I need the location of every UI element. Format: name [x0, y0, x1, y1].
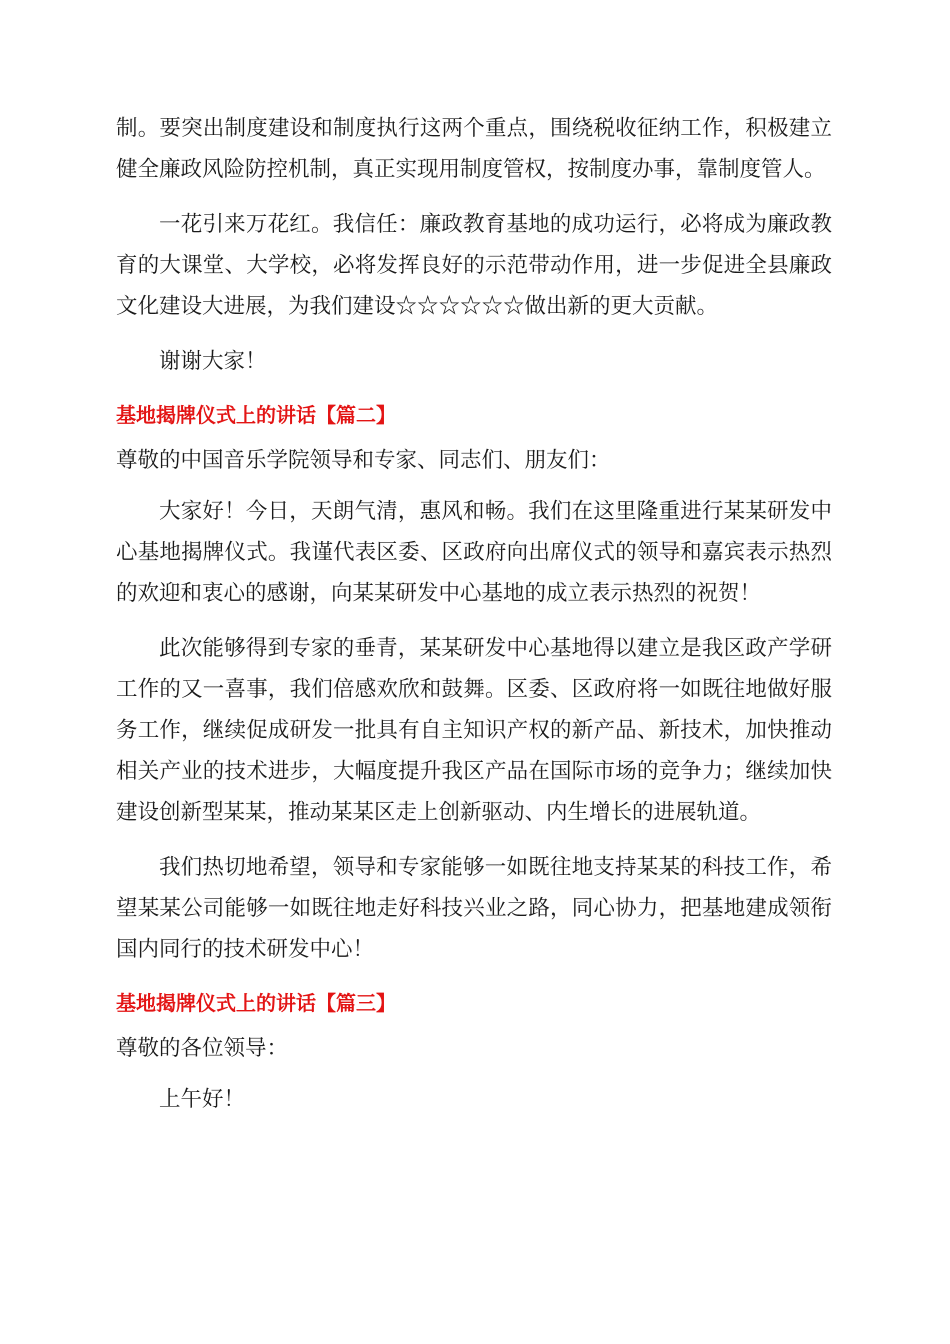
paragraph-thanks: 谢谢大家！	[159, 349, 267, 374]
paragraph-commitment: 此次能够得到专家的垂青，某某研发中心基地得以建立是我区政产学研工作的又一喜事，我们倍感欢欣和鼓舞。区委、区政府将一如既往地做好服务工作，继续促成研发一批具有自主知识产权的新产品、新技术，加快推动相关产业的技术进步，大幅度提升我区产品在国际市场的竞争力；继续加快建设创新型某某，推动某某区走上创新驱动、内生增长的进展轨道。	[116, 636, 832, 825]
paragraph-closing-remarks: 一花引来万花红。我信任：廉政教育基地的成功运行，必将成为廉政教育的大课堂、大学校，必将发挥良好的示范带动作用，进一步促进全县廉政文化建设大进展，为我们建设☆☆☆☆☆☆做出新的更大贡献。	[116, 212, 832, 319]
section-heading-part-two: 基地揭牌仪式上的讲话【篇二】	[116, 403, 396, 427]
section-heading-part-three: 基地揭牌仪式上的讲话【篇三】	[116, 991, 396, 1015]
paragraph-hopes: 我们热切地希望，领导和专家能够一如既往地支持某某的科技工作，希望某某公司能够一如既往地走好科技兴业之路，同心协力，把基地建成领衔国内同行的技术研发中心！	[116, 855, 832, 962]
greeting-part-two: 尊敬的中国音乐学院领导和专家、同志们、朋友们：	[116, 448, 611, 473]
greeting-part-three: 尊敬的各位领导：	[116, 1036, 289, 1061]
paragraph-continuation: 制。要突出制度建设和制度执行这两个重点，围绕税收征纳工作，积极建立健全廉政风险防控机制，真正实现用制度管权，按制度办事，靠制度管人。	[116, 116, 832, 182]
paragraph-good-morning: 上午好！	[159, 1087, 246, 1112]
document-page	[116, 108, 832, 1134]
paragraph-welcome: 大家好！今日，天朗气清，惠风和畅。我们在这里隆重进行某某研发中心基地揭牌仪式。我谨代表区委、区政府向出席仪式的领导和嘉宾表示热烈的欢迎和衷心的感谢，向某某研发中心基地的成立表示热烈的祝贺！	[116, 499, 832, 606]
